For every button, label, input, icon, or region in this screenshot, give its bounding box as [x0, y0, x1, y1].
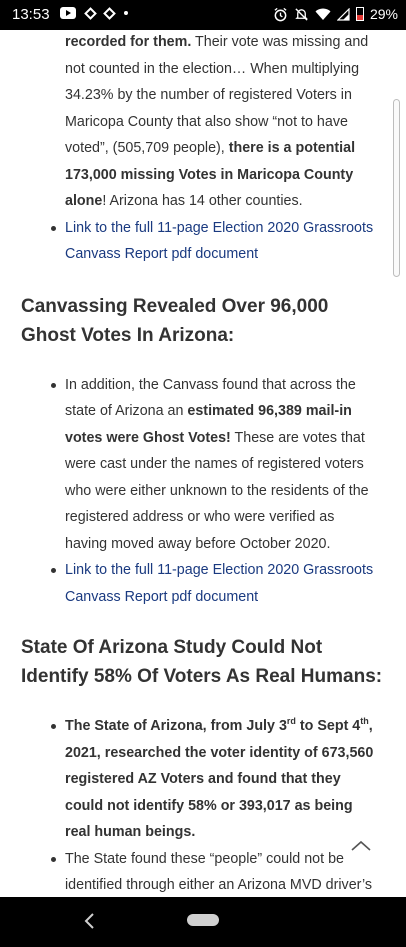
article-content[interactable] [0, 30, 406, 897]
signal-icon [337, 8, 350, 21]
body-text: The State found these “people” could not be identified through either an Arizona MVD driver’s [65, 850, 373, 893]
bold-text: recorded for them. [65, 34, 192, 50]
notification-dot-icon [124, 11, 128, 15]
section-heading-state-study: State Of Arizona Study Could Not Identify 58% Of Voters As Real Humans: [21, 637, 383, 687]
bold-text: there is a potential 173,000 missing Votes in Maricopa County alone [65, 140, 356, 209]
scrollbar-thumb[interactable] [393, 99, 400, 277]
navigation-icon [84, 7, 97, 20]
battery-icon [356, 7, 364, 21]
bold-text [65, 718, 373, 840]
navigation-icon [103, 7, 116, 20]
canvass-report-link[interactable]: Link to the full 11-page Election 2020 Grassroots Canvass Report pdf document [65, 562, 374, 605]
status-left-icons [60, 7, 128, 19]
status-time: 13:53 [12, 6, 50, 23]
mute-icon [294, 7, 309, 22]
body-text: These are votes that were cast under the names of registered voters who were either unknown to the residents of the registered address or who were verified as having moved away before October 2020. [65, 429, 369, 552]
list-item-link [0, 215, 406, 268]
canvass-report-link[interactable]: Link to the full 11-page Election 2020 Grassroots Canvass Report pdf document [65, 219, 374, 262]
status-bar [0, 0, 406, 30]
list-item-ghost-votes [0, 372, 406, 558]
alarm-icon [273, 7, 288, 22]
bullet-list-ghost-votes [0, 372, 406, 611]
wifi-icon [315, 7, 331, 21]
list-item-link [0, 557, 406, 610]
section-heading-ghost-votes: Canvassing Revealed Over 96,000 Ghost Votes In Arizona: [21, 295, 329, 346]
navigation-bar [0, 897, 406, 947]
superscript: rd [286, 716, 296, 727]
list-item-mvd [0, 846, 406, 898]
bold-fragment: , 2021, researched the voter identity of 673,560 registered AZ Voters and found that they could not identify 58% or 393,017 as being real human beings. [65, 718, 374, 840]
status-right-icons [273, 6, 398, 22]
battery-percent: 29% [369, 6, 398, 22]
body-text: ! Arizona has 14 other counties. [102, 193, 303, 209]
youtube-icon [60, 7, 76, 19]
list-item-state-study [0, 713, 406, 846]
bold-text: estimated 96,389 mail-in votes were Ghost Votes! [65, 403, 352, 446]
bullet-list-canvass [0, 30, 406, 268]
back-icon[interactable] [80, 909, 100, 933]
body-text: In addition, the Canvass found that across the state of Arizona an [65, 376, 356, 419]
home-pill-icon[interactable] [187, 914, 219, 926]
chevron-up-icon[interactable] [350, 838, 372, 854]
bold-fragment: to Sept 4 [295, 718, 361, 734]
bold-fragment: The State of Arizona, from July 3 [65, 718, 287, 734]
superscript: th [360, 716, 369, 727]
bullet-list-state-study [0, 713, 406, 897]
body-text: Their vote was missing and not counted in the election… When multiplying 34.23% by the number of registered Voters in Maricopa County that also show “not to have voted”, (505,709 people), [65, 34, 369, 156]
paragraph-missing-votes [0, 30, 406, 215]
